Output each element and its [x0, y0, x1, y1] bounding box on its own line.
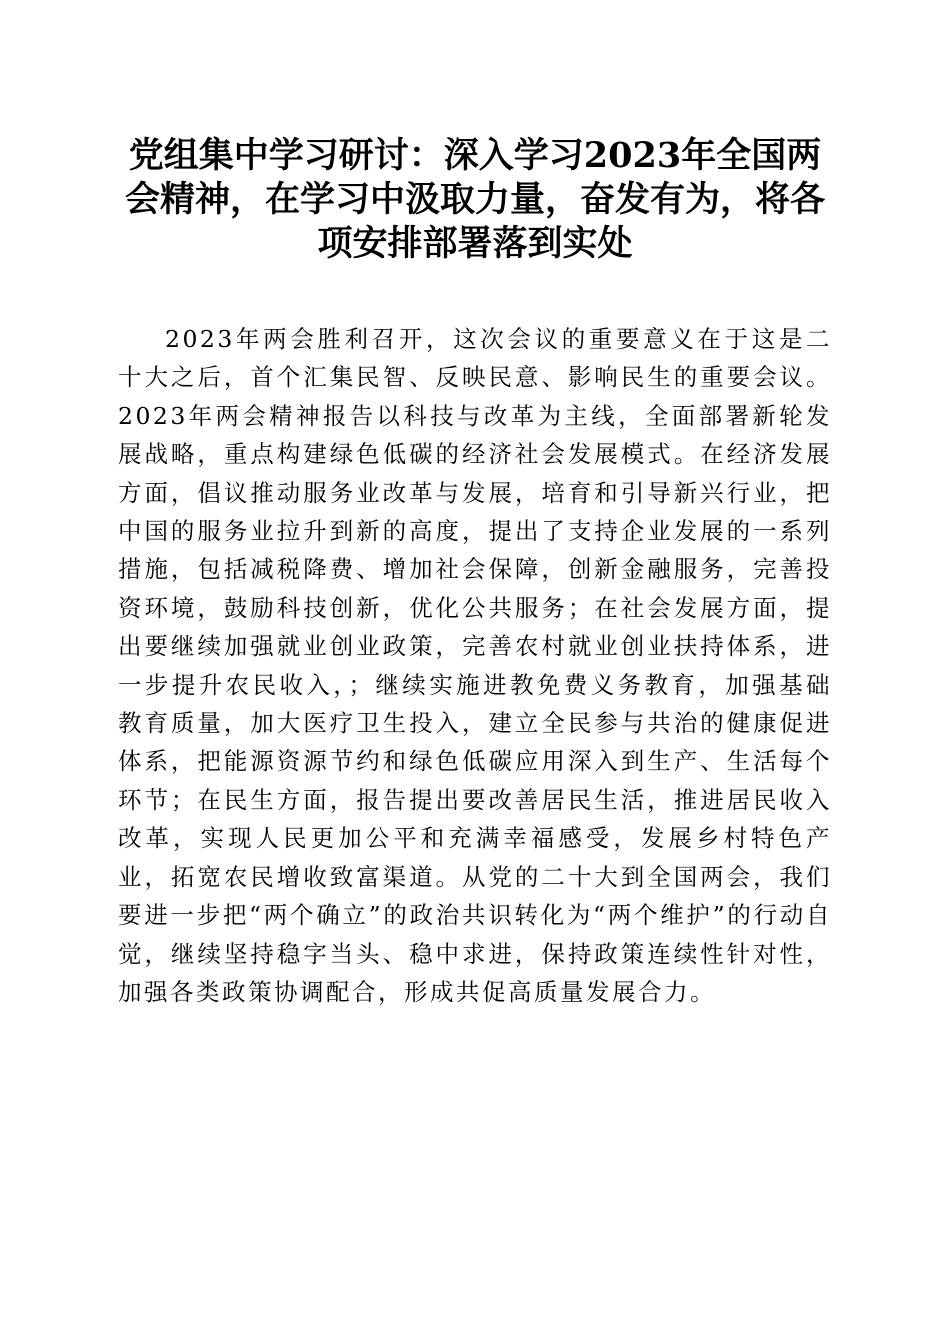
body-paragraph: 2023年两会胜利召开，这次会议的重要意义在于这是二十大之后，首个汇集民智、反映民意、影响民生的重要会议。2023年两会精神报告以科技与改革为主线，全面部署新轮发展战略，重点构建绿色低碳的经济社会发展模式。在经济发展方面，倡议推动服务业改革与发展，培育和引导新兴行业，把中国的服务业拉升到新的高度，提出了支持企业发展的一系列措施，包括减税降费、增加社会保障，创新金融服务，完善投资环境，鼓励科技创新，优化公共服务；在社会发展方面，提出要继续加强就业创业政策，完善农村就业创业扶持体系，进一步提升农民收入，；继续实施进教免费义务教育，加强基础教育质量，加大医疗卫生投入，建立全民参与共治的健康促进体系，把能源资源节约和绿色低碳应用深入到生产、生活每个环节；在民生方面，报告提出要改善居民生活，推进居民收入改革，实现人民更加公平和充满幸福感受，发展乡村特色产业，拓宽农民增收致富渠道。从党的二十大到全国两会，我们要进一步把“两个确立”的政治共识转化为“两个维护”的行动自觉，继续坚持稳字当头、稳中求进，保持政策连续性针对性，加强各类政策协调配合，形成共促高质量发展合力。 [118, 325, 832, 1006]
title-line-2: 会精神，在学习中汲取力量，奋发有为，将各 [124, 179, 825, 220]
title-line-3: 项安排部署落到实处 [317, 223, 633, 264]
document-title [118, 134, 832, 266]
title-line-1: 党组集中学习研讨：深入学习2023年全国两 [128, 135, 822, 176]
